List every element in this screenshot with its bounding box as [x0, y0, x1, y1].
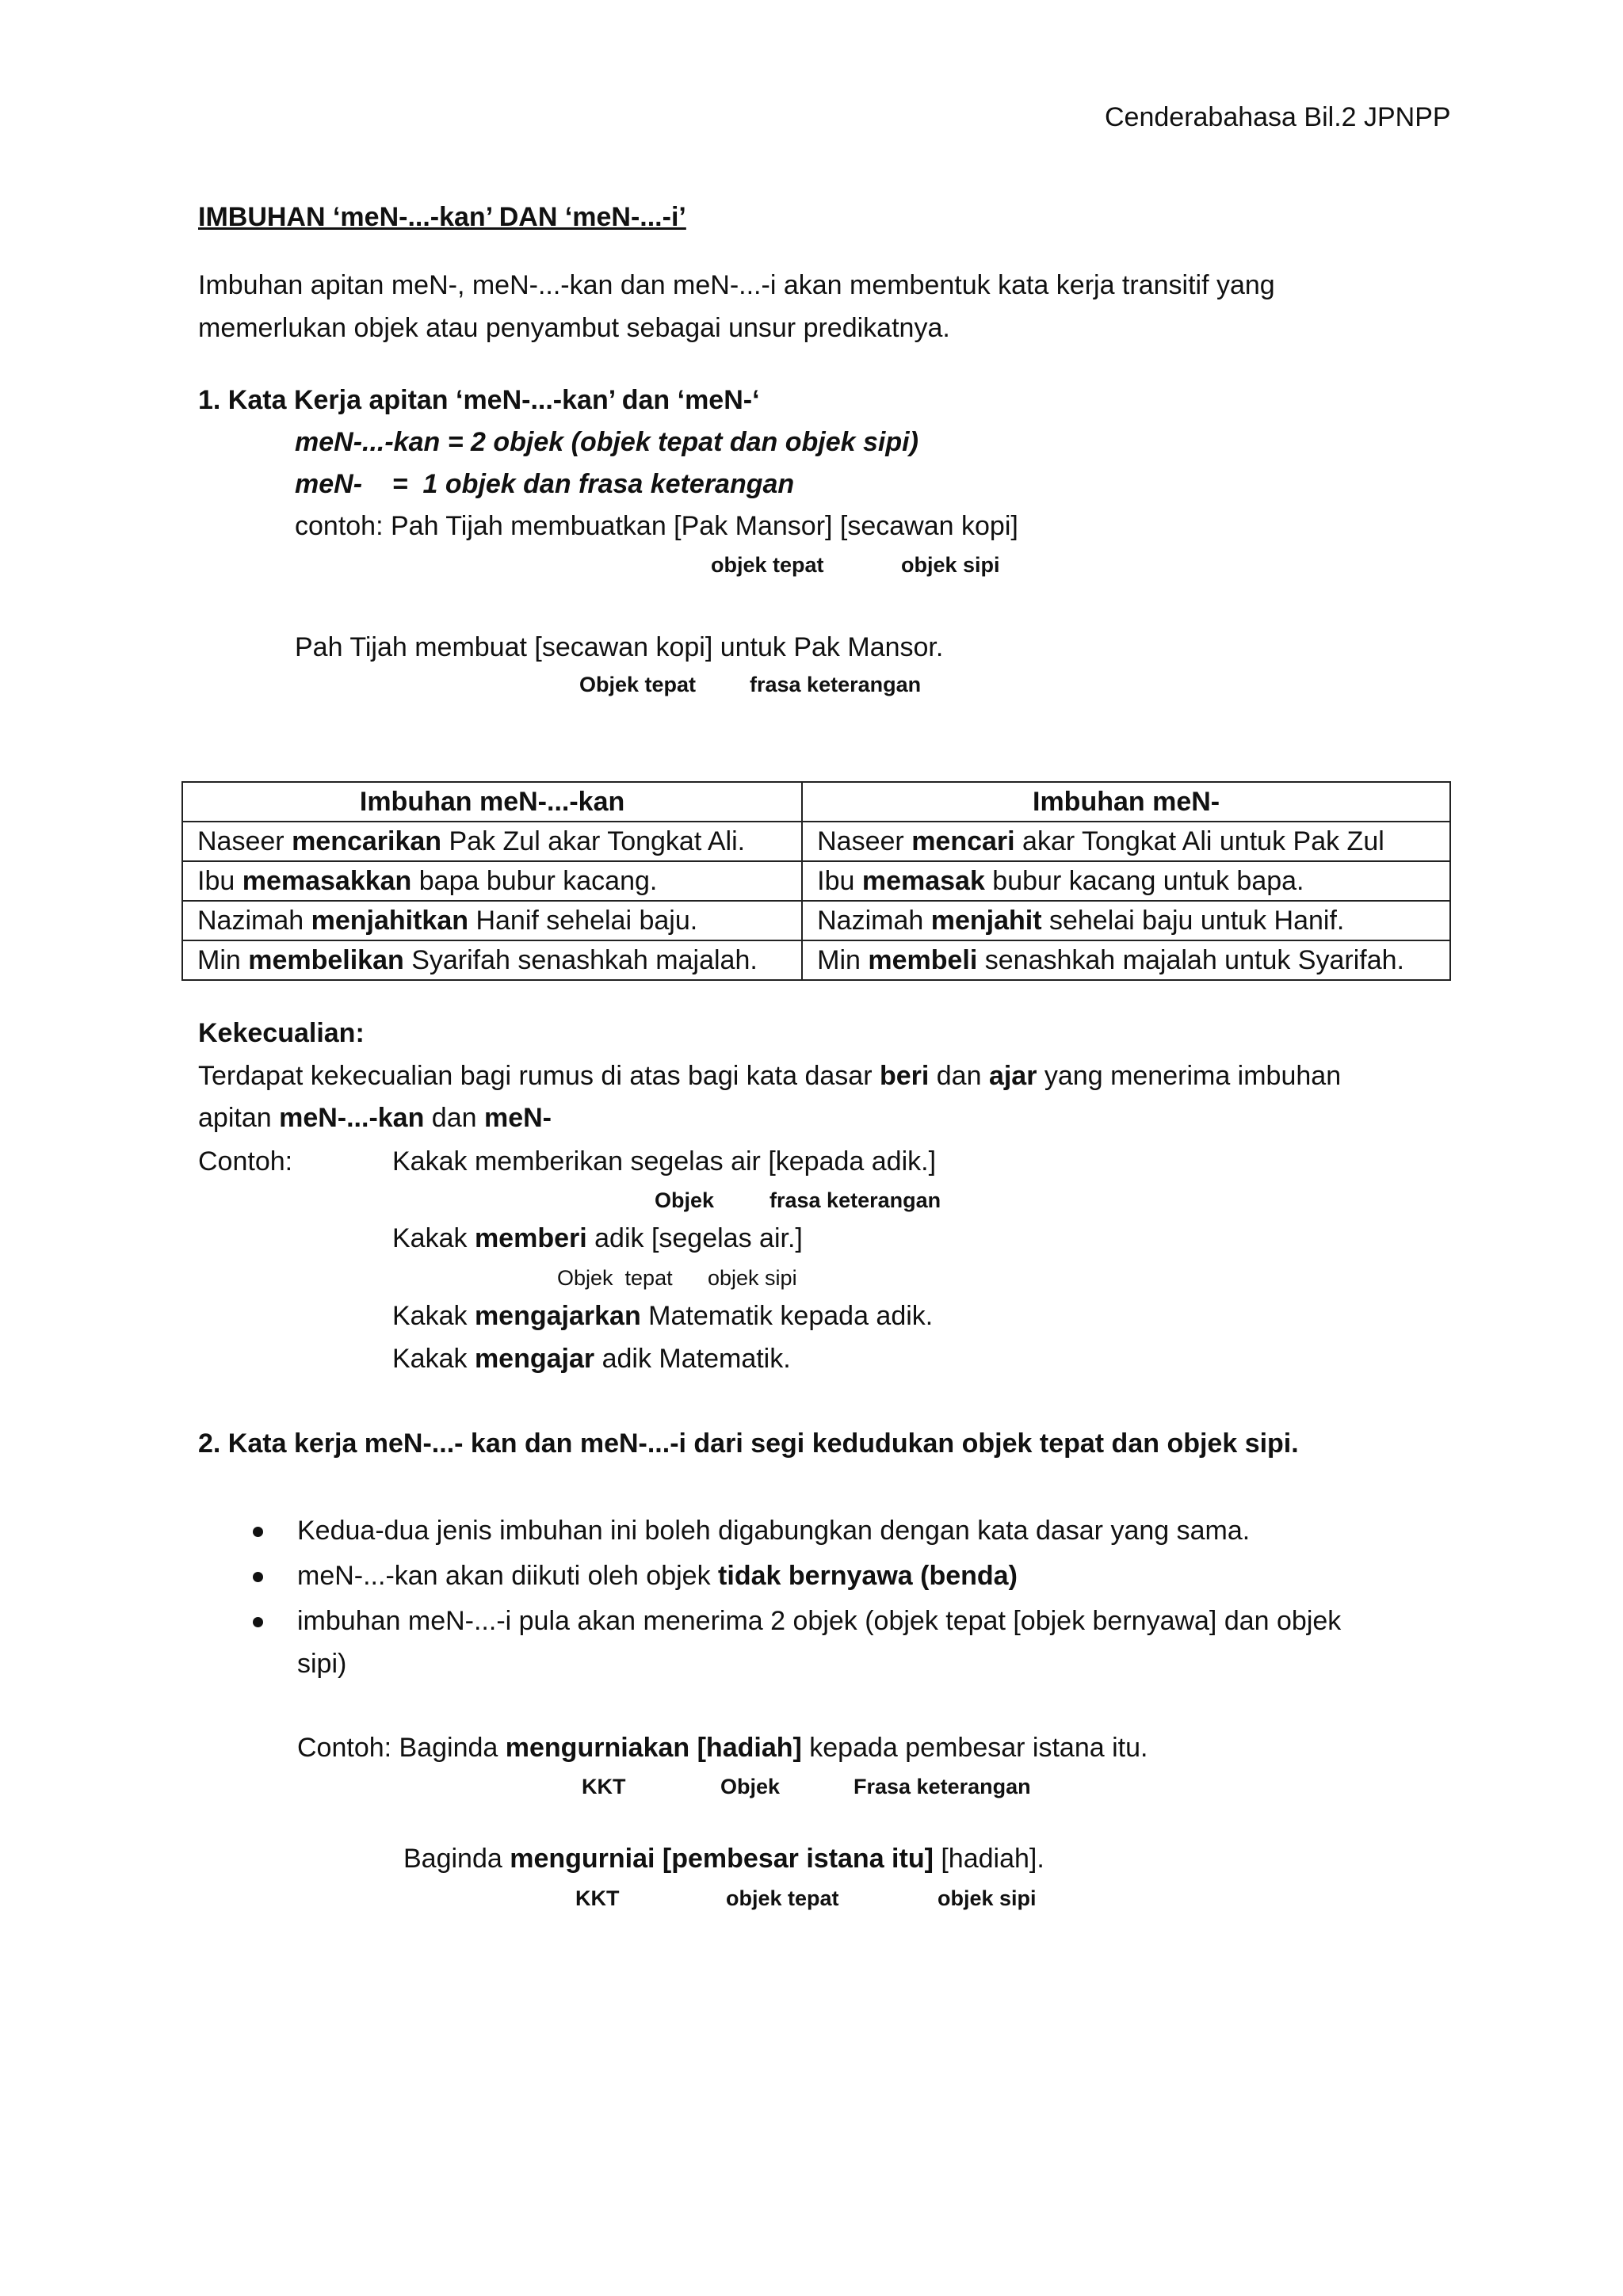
bullet-item-2: meN-...-kan akan diikuti oleh objek tidak bernyawa (benda) [297, 1561, 1018, 1591]
label-frasa-keterangan: frasa keterangan [750, 673, 922, 696]
table-cell: Nazimah menjahitkan Hanif sehelai baju. [182, 901, 802, 940]
bullet-icon [253, 1527, 263, 1537]
label-objek-tepat-2: Objek tepat [579, 673, 697, 696]
example-1: contoh: Pah Tijah membuatkan [Pak Mansor] [secawan kopi] [295, 511, 1018, 541]
exception-line-2: apitan meN-...-kan dan meN- [198, 1103, 552, 1133]
label-frasa-keterangan-3: Frasa keterangan [854, 1775, 1031, 1798]
label-objek-sipi-2: objek sipi [708, 1266, 797, 1290]
table-row [182, 940, 1450, 980]
intro-line-1: Imbuhan apitan meN-, meN-...-kan dan meN-...-i akan membentuk kata kerja transitif yang [198, 270, 1275, 300]
label-kkt: KKT [582, 1775, 626, 1798]
rule-men: meN- = 1 objek dan frasa keterangan [295, 469, 795, 499]
section1-heading: 1. Kata Kerja apitan ‘meN-...-kan’ dan ‘meN-‘ [198, 385, 760, 415]
comparison-table [181, 781, 1451, 981]
document-title: IMBUHAN ‘meN-...-kan’ DAN ‘meN-...-i’ [198, 202, 686, 232]
label-kkt-2: KKT [575, 1886, 620, 1910]
label-objek-sipi-3: objek sipi [938, 1886, 1037, 1910]
table-cell: Min membeli senashkah majalah untuk Syarifah. [802, 940, 1450, 980]
label-objek-2: Objek [720, 1775, 781, 1798]
bullet-icon [253, 1617, 263, 1627]
bullet-item-3-line-1: imbuhan meN-...-i pula akan menerima 2 objek (objek tepat [objek bernyawa] dan objek [297, 1606, 1342, 1636]
label-objek: Objek [655, 1188, 715, 1212]
exception-example-3: Kakak mengajarkan Matematik kepada adik. [392, 1301, 934, 1331]
page-header: Cenderabahasa Bil.2 JPNPP [1105, 102, 1451, 132]
bullet-icon [253, 1572, 263, 1582]
label-objek-sipi: objek sipi [901, 553, 1000, 577]
intro-line-2: memerlukan objek atau penyambut sebagai unsur predikatnya. [198, 313, 950, 343]
exception-line-1: Terdapat kekecualian bagi rumus di atas bagi kata dasar beri dan ajar yang menerima imbuhan [198, 1061, 1342, 1091]
table-header-men: Imbuhan meN- [802, 782, 1450, 822]
table-header-men-kan: Imbuhan meN-...-kan [182, 782, 802, 822]
table-cell: Nazimah menjahit sehelai baju untuk Hanif. [802, 901, 1450, 940]
table-row [182, 822, 1450, 861]
label-objek-tepat-3: Objek tepat [557, 1266, 673, 1290]
section2-heading: 2. Kata kerja meN-...- kan dan meN-...-i dari segi kedudukan objek tepat dan objek sipi. [198, 1428, 1299, 1459]
table-row [182, 861, 1450, 901]
table-cell: Ibu memasakkan bapa bubur kacang. [182, 861, 802, 901]
table-header-row [182, 782, 1450, 822]
exception-example-1: Kakak memberikan segelas air [kepada adik.] [392, 1146, 937, 1177]
rule-men-kan: meN-...-kan = 2 objek (objek tepat dan objek sipi) [295, 427, 918, 457]
exception-example-4: Kakak mengajar adik Matematik. [392, 1344, 791, 1374]
table-cell: Min membelikan Syarifah senashkah majalah. [182, 940, 802, 980]
label-objek-tepat: objek tepat [711, 553, 824, 577]
contoh-label: Contoh: [198, 1146, 293, 1177]
table-cell: Ibu memasak bubur kacang untuk bapa. [802, 861, 1450, 901]
label-frasa-keterangan-2: frasa keterangan [769, 1188, 941, 1212]
table-row [182, 901, 1450, 940]
section2-example-1: Contoh: Baginda mengurniakan [hadiah] kepada pembesar istana itu. [297, 1733, 1148, 1763]
example-2: Pah Tijah membuat [secawan kopi] untuk Pak Mansor. [295, 632, 944, 662]
exception-heading: Kekecualian: [198, 1018, 365, 1048]
bullet-item-1: Kedua-dua jenis imbuhan ini boleh digabungkan dengan kata dasar yang sama. [297, 1516, 1251, 1546]
exception-example-2: Kakak memberi adik [segelas air.] [392, 1223, 803, 1253]
section2-example-2: Baginda mengurniai [pembesar istana itu] [hadiah]. [403, 1844, 1044, 1874]
bullet-item-3-line-2: sipi) [297, 1649, 347, 1679]
label-objek-tepat-4: objek tepat [726, 1886, 839, 1910]
table-cell: Naseer mencari akar Tongkat Ali untuk Pak Zul [802, 822, 1450, 861]
table-cell: Naseer mencarikan Pak Zul akar Tongkat Ali. [182, 822, 802, 861]
